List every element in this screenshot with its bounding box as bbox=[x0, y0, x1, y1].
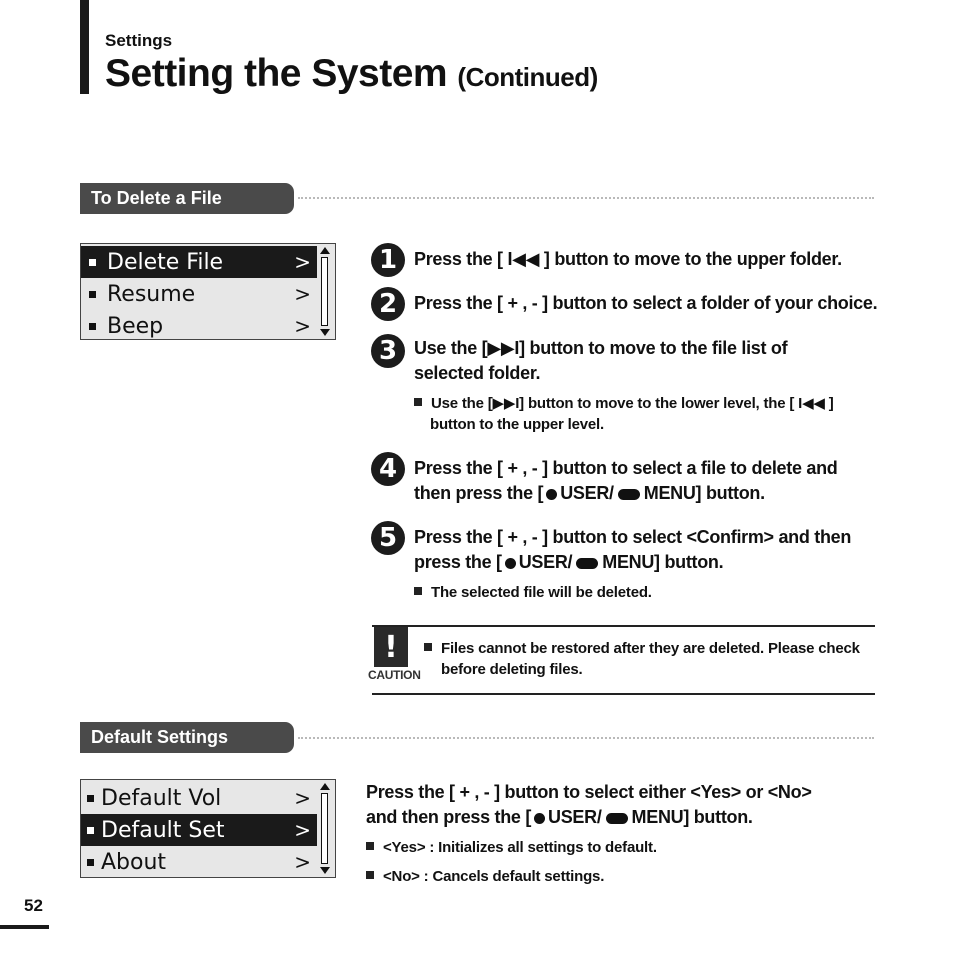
menu-item-resume[interactable] bbox=[81, 278, 317, 310]
caution-line-1: Files cannot be restored after they are deleted. Please check bbox=[441, 640, 860, 657]
bullet-square bbox=[366, 871, 374, 879]
bullet-square bbox=[424, 643, 432, 651]
page-title-main: Setting the System bbox=[105, 52, 448, 95]
menu-item-label: Beep bbox=[107, 313, 164, 339]
delete-menu-screen bbox=[80, 243, 336, 340]
menu-item-delete-file[interactable] bbox=[81, 246, 317, 278]
bullet-square bbox=[89, 323, 96, 330]
section-divider bbox=[298, 737, 874, 739]
step-1-text: Press the [ I◀◀ ] button to move to the upper folder. bbox=[414, 249, 842, 269]
menu-label: MENU] button. bbox=[631, 807, 753, 827]
scroll-down-arrow-icon bbox=[320, 329, 330, 336]
scrollbar[interactable] bbox=[319, 247, 331, 336]
bullet-square bbox=[414, 587, 422, 595]
menu-item-about[interactable] bbox=[81, 846, 317, 878]
caution-line-2: before deleting files. bbox=[441, 661, 583, 678]
menu-label: MENU] button. bbox=[602, 552, 724, 572]
title-accent-bar bbox=[80, 0, 89, 94]
menu-label: MENU] button. bbox=[643, 483, 765, 503]
page-title-suffix: (Continued) bbox=[457, 62, 598, 92]
section-label: Settings bbox=[105, 31, 173, 50]
menu-item-label: Delete File bbox=[107, 249, 224, 275]
user-label: USER/ bbox=[560, 483, 614, 503]
chevron-right-icon: > bbox=[294, 250, 311, 274]
delete-section-heading: To Delete a File bbox=[80, 183, 294, 214]
chevron-right-icon: > bbox=[294, 786, 311, 810]
user-button-icon bbox=[546, 489, 557, 500]
bullet-square bbox=[414, 398, 422, 406]
step-5-note bbox=[414, 582, 652, 603]
step-3-line-1: Use the [▶▶I] button to move to the file list of bbox=[414, 338, 788, 358]
menu-button-icon bbox=[618, 489, 640, 500]
page-number-rule bbox=[0, 925, 49, 929]
caution-bottom-rule bbox=[372, 693, 875, 695]
scroll-track bbox=[321, 793, 328, 864]
menu-item-default-set[interactable] bbox=[81, 814, 317, 846]
step-number-4: 4 bbox=[371, 452, 405, 486]
bullet-square bbox=[89, 291, 96, 298]
section-divider bbox=[298, 197, 874, 199]
caution-top-rule bbox=[372, 625, 875, 627]
menu-item-beep[interactable] bbox=[81, 310, 317, 342]
bullet-square bbox=[89, 259, 96, 266]
default-instruction-line-2 bbox=[366, 805, 812, 830]
scroll-down-arrow-icon bbox=[320, 867, 330, 874]
step-5-text bbox=[414, 525, 851, 575]
chevron-right-icon: > bbox=[294, 282, 311, 306]
default-bullet-yes-text: <Yes> : Initializes all settings to default. bbox=[383, 839, 657, 856]
menu-button-icon bbox=[576, 558, 598, 569]
default-bullet-no bbox=[366, 866, 604, 887]
step-number-5: 5 bbox=[371, 521, 405, 555]
menu-item-default-vol[interactable] bbox=[81, 782, 317, 814]
default-instruction-line-2-start: and then press the [ bbox=[366, 807, 532, 827]
menu-item-label: Default Vol bbox=[101, 785, 222, 811]
menu-item-label: Resume bbox=[107, 281, 196, 307]
menu-item-label: About bbox=[101, 849, 167, 875]
step-number-2: 2 bbox=[371, 287, 405, 321]
step-4-line-2-start: then press the [ bbox=[414, 483, 544, 503]
page-title bbox=[105, 52, 598, 96]
user-label: USER/ bbox=[548, 807, 602, 827]
step-5-note-text: The selected file will be deleted. bbox=[431, 584, 652, 601]
step-3-note-line-1: Use the [▶▶I] button to move to the lower level, the [ I◀◀ ] bbox=[431, 395, 834, 412]
step-3-note bbox=[414, 393, 834, 435]
bullet-square bbox=[366, 842, 374, 850]
step-3-note-line-2: button to the upper level. bbox=[430, 416, 604, 433]
scroll-up-arrow-icon bbox=[320, 247, 330, 254]
user-button-icon bbox=[534, 813, 545, 824]
default-section-heading: Default Settings bbox=[80, 722, 294, 753]
step-2-text: Press the [ + , - ] button to select a folder of your choice. bbox=[414, 293, 878, 313]
caution-text bbox=[424, 638, 860, 680]
user-button-icon bbox=[505, 558, 516, 569]
bullet-square bbox=[87, 859, 94, 866]
default-instruction-line-1: Press the [ + , - ] button to select either <Yes> or <No> bbox=[366, 782, 812, 802]
bullet-square bbox=[87, 827, 94, 834]
page-number: 52 bbox=[24, 896, 43, 915]
step-3-text bbox=[414, 336, 787, 386]
chevron-right-icon: > bbox=[294, 314, 311, 338]
bullet-square bbox=[87, 795, 94, 802]
chevron-right-icon: > bbox=[294, 818, 311, 842]
step-number-3: 3 bbox=[371, 334, 405, 368]
user-label: USER/ bbox=[518, 552, 573, 572]
step-4-line-1: Press the [ + , - ] button to select a file to delete and bbox=[414, 458, 838, 478]
step-5-line-2 bbox=[414, 550, 851, 575]
step-5-line-2-start: press the [ bbox=[414, 552, 502, 572]
menu-button-icon bbox=[606, 813, 628, 824]
step-4-text bbox=[414, 456, 837, 506]
step-4-line-2 bbox=[414, 481, 837, 506]
default-menu-screen bbox=[80, 779, 336, 878]
default-bullet-no-text: <No> : Cancels default settings. bbox=[383, 868, 605, 885]
default-bullet-yes bbox=[366, 837, 657, 858]
step-number-1: 1 bbox=[371, 243, 405, 277]
scroll-up-arrow-icon bbox=[320, 783, 330, 790]
menu-item-label: Default Set bbox=[101, 817, 225, 843]
scrollbar[interactable] bbox=[319, 783, 331, 874]
default-instruction bbox=[366, 780, 812, 830]
scroll-track bbox=[321, 257, 328, 326]
caution-exclamation-icon: ! bbox=[374, 627, 408, 667]
step-3-line-2: selected folder. bbox=[414, 363, 541, 383]
caution-label: CAUTION bbox=[368, 668, 421, 682]
chevron-right-icon: > bbox=[294, 850, 311, 874]
step-5-line-1: Press the [ + , - ] button to select <Confirm> and then bbox=[414, 527, 852, 547]
